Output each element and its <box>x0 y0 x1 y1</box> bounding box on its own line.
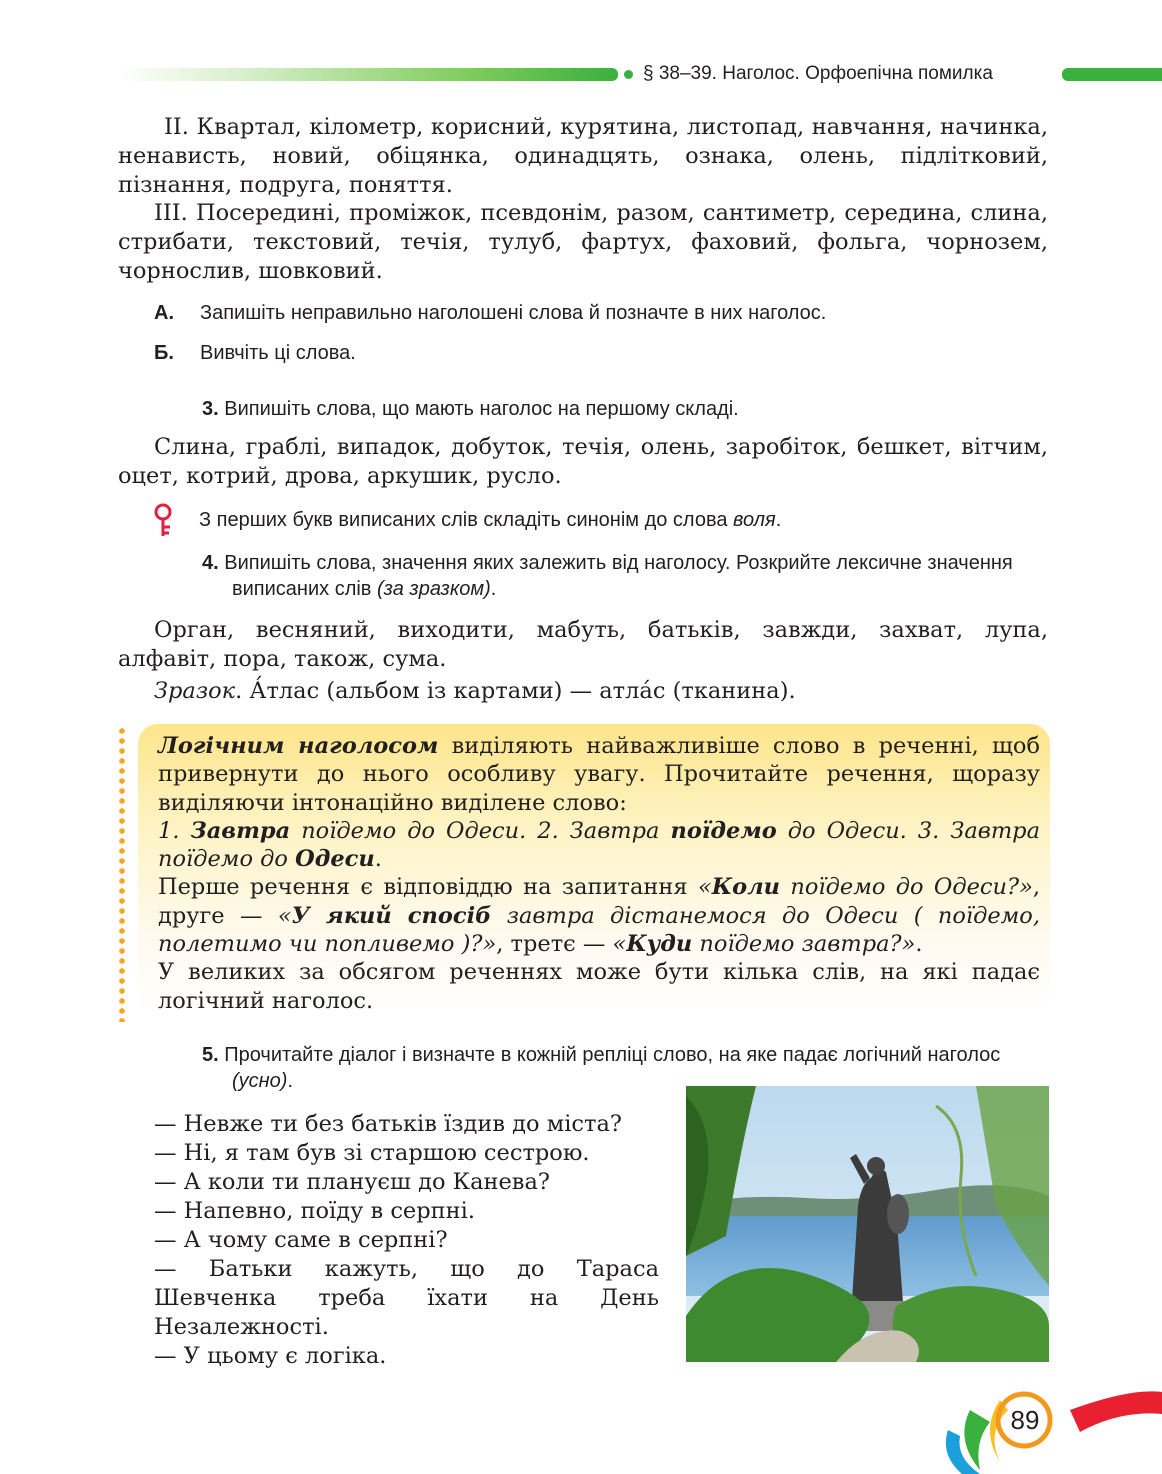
infobox-sentences <box>158 817 1040 874</box>
monument-photo <box>686 1086 1049 1362</box>
task-3-heading <box>202 396 1052 422</box>
infobox-intro-text: виділяють найважливіше слово в реченні, щоб привернути до нього особливу увагу. Прочитайте речення, щоразу виділяючи інтонаційно виділене слово: <box>158 733 1040 816</box>
hint-end: . <box>775 509 782 531</box>
dialog-line: — У цьому є логіка. <box>154 1343 387 1369</box>
instruction-b-text: Вивчіть ці слова. <box>200 342 356 364</box>
task-4-heading <box>202 550 1032 602</box>
task-4-words: Орган, весняний, виходити, мабуть, батьків, завжди, захват, лупа, алфавіт, пора, також, сума. <box>118 617 1048 672</box>
key-icon <box>150 503 178 539</box>
q2-open: « <box>277 902 292 929</box>
task-4-example <box>154 677 1054 706</box>
section-title: § 38–39. Наголос. Орфоепічна помилка <box>643 63 993 84</box>
q3-rest: поїдемо завтра?» <box>692 931 916 958</box>
q2-bold: У який спосіб <box>291 902 492 929</box>
dialog-line: — А чому саме в серпні? <box>154 1227 448 1253</box>
task-3-words: Слина, граблі, випадок, добуток, течія, олень, заробіток, бешкет, вітчим, оцет, котрий, дрова, аркушик, русло. <box>118 434 1048 489</box>
expl-4: . <box>915 931 923 958</box>
s1-num: 1. <box>158 817 191 844</box>
page-number: 89 <box>1010 1405 1040 1435</box>
expl-3: , третє — <box>496 931 613 958</box>
task-3-text: Випишіть слова, що мають наголос на першому складі. <box>224 398 739 420</box>
dialog-line: — А коли ти плануєш до Канева? <box>154 1169 550 1195</box>
example-label: Зразок <box>154 678 236 704</box>
infobox-closing: У великих за обсягом реченнях може бути кілька слів, на які падає логічний наголос. <box>158 959 1040 1014</box>
dialog <box>154 1110 659 1371</box>
infobox-explanation <box>158 873 1040 958</box>
q3-open: « <box>612 931 627 958</box>
example-text: . А́тлас (альбом із картами) — атла́с (тканина). <box>235 678 796 704</box>
header-bar-left <box>118 68 618 81</box>
dialog-line: — Батьки кажуть, що до Тараса Шевченка треба їхати на День Незалежності. <box>154 1256 659 1340</box>
instruction-b-label: Б. <box>154 342 174 364</box>
q1-open: « <box>697 874 712 901</box>
dialog-line: — Ні, я там був зі старшою сестрою. <box>154 1140 590 1166</box>
dialog-line: — Напевно, поїду в серпні. <box>154 1198 475 1224</box>
task-4-text: Випишіть слова, значення яких залежить від наголосу. Розкрийте лексичне значення виписаних слів <box>224 552 1013 600</box>
q2-rest: завтра дістанемося до Одеси ( поїдемо, полетимо чи попливемо )?» <box>158 902 1040 958</box>
infobox-content <box>158 732 1040 1015</box>
s1-bold: Завтра <box>190 817 291 844</box>
task-5-number: 5. <box>202 1044 219 1066</box>
task-3-hint <box>199 507 1049 533</box>
expl-2: , друге — <box>158 874 1040 929</box>
s2-rest: до Одеси. 3. Завтра поїдемо до <box>158 817 1040 873</box>
s3-bold: Одеси <box>295 846 375 873</box>
header-bullet <box>624 70 633 79</box>
s2-bold: поїдемо <box>670 817 777 844</box>
expl-1: Перше речення є відповіддю на запитання <box>158 874 698 901</box>
task-5-end: . <box>287 1070 294 1092</box>
task-5-text: Прочитайте діалог і визначте в кожній репліці слово, на яке падає логічний наголос <box>224 1044 1001 1066</box>
task-4-number: 4. <box>202 552 219 574</box>
q1-rest: поїдемо до Одеси?» <box>780 874 1033 901</box>
infobox-term: Логічним наголосом <box>158 733 439 759</box>
instruction-a-label: А. <box>154 302 174 324</box>
task-4-end: . <box>490 578 497 600</box>
task-3-number: 3. <box>202 398 219 420</box>
q1-bold: Коли <box>711 874 781 901</box>
q3-bold: Куди <box>626 931 693 958</box>
instruction-b <box>154 340 1054 366</box>
dialog-line: — Невже ти без батьків їздив до міста? <box>154 1111 622 1137</box>
instruction-a <box>154 300 1054 326</box>
header-bar-right <box>1062 68 1162 81</box>
publisher-logo <box>940 1370 1162 1474</box>
s1-rest: поїдемо до Одеси. 2. Завтра <box>290 817 671 844</box>
s3-end: . <box>374 846 382 873</box>
infobox-dotted-border <box>119 726 125 1022</box>
hint-text: З перших букв виписаних слів складіть синонім до слова <box>199 509 734 531</box>
task-4-note: (за зразком) <box>377 578 491 600</box>
word-group-2: ІІ. Квартал, кілометр, корисний, курятина, листопад, навчання, начинка, ненависть, новий, обіцянка, одинадцять, ознака, олень, підлітковий, пізнання, подруга, поняття. <box>118 114 1048 198</box>
task-5-note: (усно) <box>232 1070 288 1092</box>
infobox-intro <box>158 732 1040 817</box>
word-group-3: ІІІ. Посередині, проміжок, псевдонім, разом, сантиметр, середина, слина, стрибати, текстовий, течія, тулуб, фартух, фаховий, фольга, чорнозем, чорнослив, шовковий. <box>118 200 1048 284</box>
hint-word: воля <box>733 509 776 531</box>
instruction-a-text: Запишіть неправильно наголошені слова й позначте в них наголос. <box>200 302 827 324</box>
